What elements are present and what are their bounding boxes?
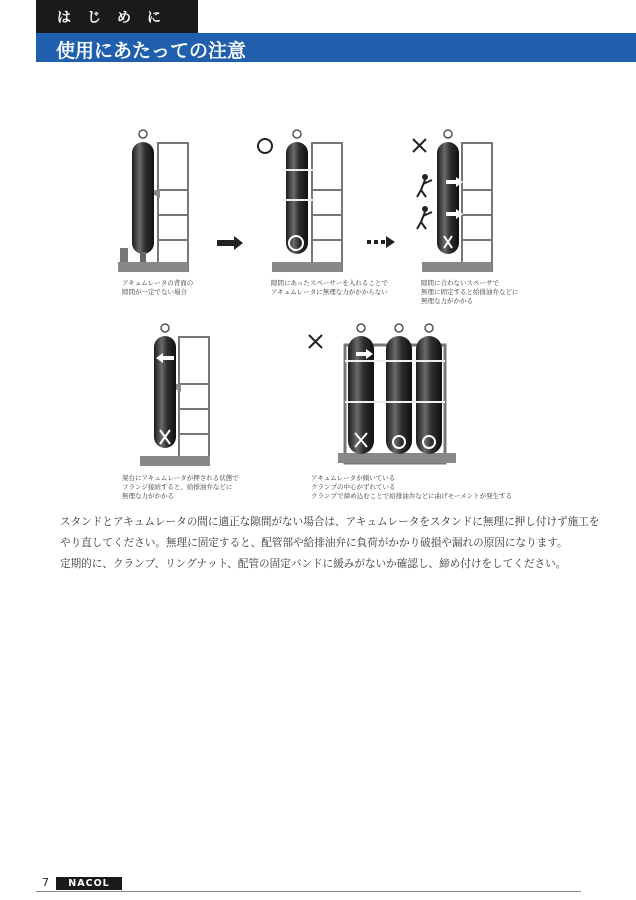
accumulator-tank bbox=[132, 142, 154, 254]
caption-figure-2: 隙間にあったスペーサーを入れることで アキュムレータに無理な力がかからない bbox=[271, 279, 388, 296]
ok-mark-icon bbox=[258, 139, 272, 153]
caption-figure-5: アキュムレータが傾いている クランプの中心がずれている クランプで締め込むことで給排油弁などに曲げモーメントが発生する bbox=[311, 474, 513, 500]
figure-3 bbox=[417, 130, 492, 272]
arrow-icon bbox=[217, 236, 243, 250]
caption-figure-4: 架台にアキュムレータが押される状態で フランジ接続すると、給排油弁などに 無理な力がかかる bbox=[122, 474, 239, 500]
accumulator-tank bbox=[154, 336, 176, 448]
body-line: スタンドとアキュムレータの間に適正な隙間がない場合は、アキュムレータをスタンドに無理に押し付けず施工を bbox=[60, 516, 600, 528]
page-number: 7 bbox=[42, 876, 49, 889]
figure-5 bbox=[338, 324, 456, 463]
body-line: 定期的に、クランプ、リングナット、配管の固定バンドに緩みがないか確認し、締め付けをしてください。 bbox=[60, 558, 567, 570]
figure-2 bbox=[272, 130, 342, 272]
accumulator-tank bbox=[437, 142, 459, 254]
section-tab-label: はじめに bbox=[57, 10, 177, 26]
figure-1 bbox=[118, 130, 188, 272]
figure-4 bbox=[140, 324, 210, 466]
caption-figure-3: 隙間に合わないスペーサで 無理に固定すると給排油弁などに 無理な力がかかる bbox=[421, 279, 519, 305]
page-title: 使用にあたっての注意 bbox=[56, 40, 247, 62]
brand-logo: NACOL bbox=[56, 877, 122, 890]
caption-figure-1: アキュムレータの背面の 隙間が一定でない場合 bbox=[122, 279, 194, 296]
body-line: やり直してください。無理に固定すると、配管部や給排油弁に負荷がかかり破損や漏れの原因になります。 bbox=[60, 537, 568, 549]
dotted-arrow-icon bbox=[367, 236, 395, 248]
ng-mark-icon bbox=[309, 335, 322, 348]
ng-mark-icon bbox=[413, 139, 426, 152]
accumulator-tank bbox=[286, 142, 308, 254]
footer-divider bbox=[36, 891, 581, 892]
body-paragraph bbox=[60, 512, 600, 575]
